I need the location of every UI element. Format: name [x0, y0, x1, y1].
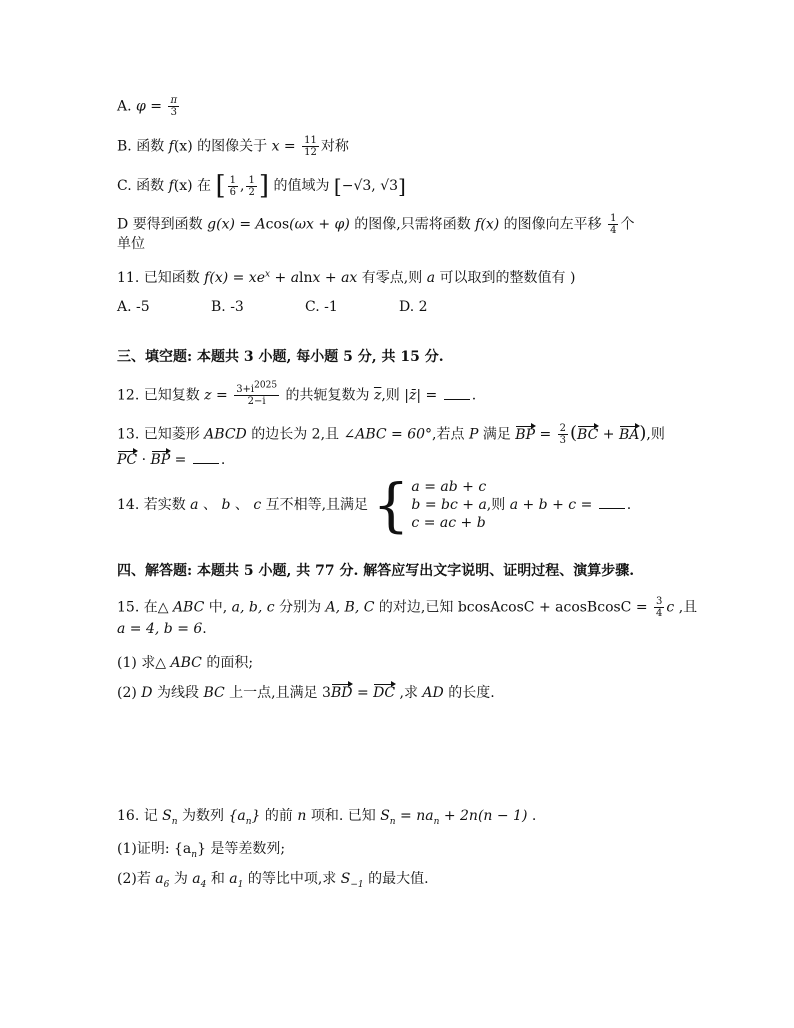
q11-option-c: C. -1 [305, 299, 338, 315]
vector-ba: BA [618, 426, 640, 443]
q11-stem: 11. 已知函数 $f(x) = xe^x + alnx$ + ax 有零点,则 a 可以取到的整数值有 ) [117, 269, 576, 286]
section-3-title: 三、填空题: 本题共 3 小题, 每小题 5 分, 共 15 分. [117, 349, 444, 365]
q11-option-a: A. -5 [117, 299, 150, 315]
q15-part1: (1) 求△ ABC 的面积; [117, 655, 254, 671]
q10-option-d-cont: 单位 [117, 236, 145, 252]
fraction: $\frac{\pi}{3}$ [170, 95, 178, 118]
vector-bp: BP [150, 452, 171, 468]
q11-option-d: D. 2 [399, 299, 428, 315]
equation-system: { a = ab + c b = bc + a c = ac + b [372, 471, 487, 539]
q10-option-a: A. φ = $\frac{\pi}{3}$ [117, 95, 178, 118]
q16-part2: (2)若 $a_6$ 为 $a_4$ 和 $a_1$ 的等比中项,求 $S_{-1}$ 的最大值. [117, 871, 429, 890]
section-4-title: 四、解答题: 本题共 5 小题, 共 77 分. 解答应写出文字说明、证明过程、演算步骤. [117, 563, 635, 579]
answer-blank[interactable] [444, 387, 470, 400]
vector-bc: BC [577, 426, 599, 443]
q10-option-d: D 要得到函数 g(x) = Acos(ωx + φ) 的图像,只需将函数 f(x) 的图像向左平移 $\frac{1}{4}$ 个 [117, 213, 635, 236]
q16-part1: (1)证明: $\{a_n\}$ 是等差数列; [117, 841, 286, 860]
q15-part2: (2) D 为线段 BC 上一点,且满足 3BD = DC ,求 AD 的长度. [117, 685, 495, 701]
q11-option-b: B. -3 [211, 299, 244, 315]
answer-blank[interactable] [193, 451, 219, 464]
q10-option-b: B. 函数 f(x) 的图像关于 x = $\frac{11}{12}$ 对称 [117, 135, 349, 158]
q15-line2: a = 4, b = 6. [117, 621, 207, 637]
vector-pc: PC [117, 452, 138, 468]
vector-bd: BD [330, 685, 353, 701]
q15-line1: 15. 在△ ABC 中, a, b, c 分别为 A, B, C 的对边,已知 bcosAcosC + acosBcosC = $\frac{3}{4}$ c ,且 [117, 596, 698, 619]
q16-stem: 16. 记 $S_n$ 为数列 $\{a_n\}$ 的前 n 项和. 已知 $S_n = na_n + 2n(n - 1)$ . [117, 808, 537, 827]
q13-line1: 13. 已知菱形 ABCD 的边长为 2,且 ∠ABC = 60°,若点 P 满足 BP = $\frac{2}{3}$ (BC + BA),则 [117, 422, 665, 446]
fraction: $\frac{11}{12}$ [304, 135, 317, 158]
q10-option-c: C. 函数 f(x) 在 [ $\frac{1}{6}$ , $\frac{1}{2}$ ] 的值域为 [−√3, √3] [117, 171, 406, 201]
q12: 12. 已知复数 z = $\frac{3+i^{2025}}{2-i}$ 的共轭复数为 $\overline{z}$,则 |z̄| = . [117, 380, 477, 407]
vector-dc: DC [373, 685, 396, 701]
vector-bp: BP [515, 426, 535, 443]
q13-line2: PC · BP = . [117, 452, 226, 468]
q11-options [117, 297, 493, 317]
q14: 14. 若实数 a 、 b 、 c 互不相等,且满足 { a = ab + c b = bc + a c = ac + b ,则 a + b + c = . [117, 471, 632, 539]
answer-blank[interactable] [599, 496, 625, 509]
